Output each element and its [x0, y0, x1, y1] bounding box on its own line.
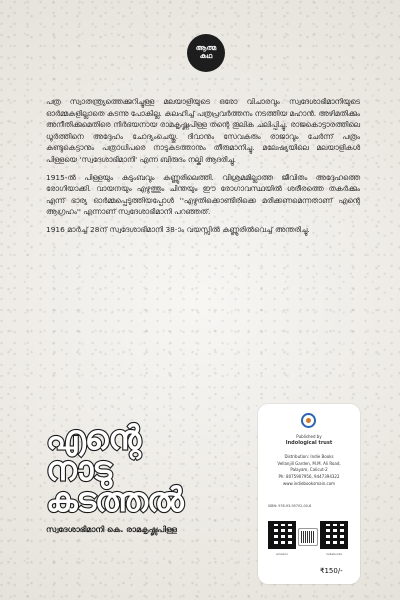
- genre-badge: [187, 34, 225, 72]
- blurb-paragraph: 1915-ൽ പിള്ളയും കുടുംബവും കണ്ണൂരിലെത്തി. വിശ്രമമില്ലാത്ത ജീവിതം അദ്ദേഹത്തെ രോഗിയാക്കി. വായനയും എഴുത്തും ചിന്തയും ഈ രോഗാവസ്ഥയിൽ ശരീരത്തെ തകർക്കും എന്ന് ഭാര്യ ഓർമ്മപ്പെടുത്തിയപ്പോൾ ''എഴുതിക്കൊണ്ടിരിക്കെ മരിക്കണമെന്നതാണ് എന്റെ ആഗ്രഹം'' എന്നാണ് സ്വദേശാഭിമാനി പറഞ്ഞത്.: [46, 172, 360, 217]
- address-line: Palayam, Calicut-2: [290, 467, 328, 472]
- barcode-icon: [298, 528, 318, 546]
- qr-caption: amazon: [276, 552, 288, 556]
- genre-badge-line1: ആത്മ: [195, 44, 217, 53]
- title-line: കടത്തൽ: [46, 480, 183, 519]
- qr-code-icon: [320, 521, 348, 549]
- qr-caption: indiebooks: [325, 552, 343, 556]
- isbn: ISBN: 978-93-95702-00-8: [268, 504, 312, 508]
- author-name: സ്വദേശാഭിമാനി കെ. രാമകൃഷ്ണപിള്ള: [46, 525, 177, 534]
- website: www.indiebooksmain.com: [282, 481, 336, 486]
- book-title: [46, 418, 246, 535]
- title-line: എന്റെ: [46, 418, 141, 457]
- genre-badge-line2: കഥ: [199, 52, 213, 60]
- distribution-label: Distribution: Indie Books: [284, 454, 334, 459]
- publisher-logo-icon: [301, 413, 316, 428]
- blurb-paragraph: 1916 മാർച്ച് 28ന് സ്വദേശാഭിമാനി 38-ാം വയസ്സിൽ കണ്ണൂരിൽവെച്ച് അന്തരിച്ചു.: [46, 224, 310, 234]
- phone-number: Ph: 8075907956, 9447394322: [278, 474, 340, 479]
- publisher-panel: [258, 404, 360, 584]
- title-line: നാടു: [46, 449, 111, 488]
- qr-code-icon: [268, 521, 296, 549]
- published-by-label: Published by: [296, 434, 322, 439]
- blurb-paragraph: പത്ര സ്വാതന്ത്ര്യത്തെക്കുറിച്ചുള്ള മലയാളിയുടെ ഒരോ വിചാരവും സ്വദേശാഭിമാനിയുടെ ഓർമ്മകളില്ലാതെ കടന്നു പോകില്ല. കലഹിച്ച് പത്രപ്രവർത്തനം നടത്തിയ മഹാൻ. അഴിമതിക്കും അനീതിക്കുമെതിരെ നിർഭയനായ രാമകൃഷ്ണപിള്ള തന്റെ തൂലിക ചലിപ്പിച്ചു. രാജകൊട്ടാരത്തിലെ ധൂർത്തിനെ അദ്ദേഹം ചോദ്യംചെയ്തു. ദിവാനും സേവകരും രാജാവും ചേർന്ന് പത്രം കണ്ടുകെട്ടാനും പത്രാധിപരെ നാടുകടത്താനും തീരുമാനിച്ചു. മലേഷ്യയിലെ മലയാളികൾ പിള്ളയെ 'സ്വദേശാഭിമാനി' എന്ന ബിരുദം നല്കി ആദരിച്ചു.: [46, 97, 360, 164]
- price: ₹150/-: [320, 567, 343, 575]
- blurb: [46, 96, 360, 242]
- publisher-name: Indological trust: [285, 440, 333, 446]
- address-line: Vellanjill Garden, M.M. Ali Road,: [277, 461, 341, 466]
